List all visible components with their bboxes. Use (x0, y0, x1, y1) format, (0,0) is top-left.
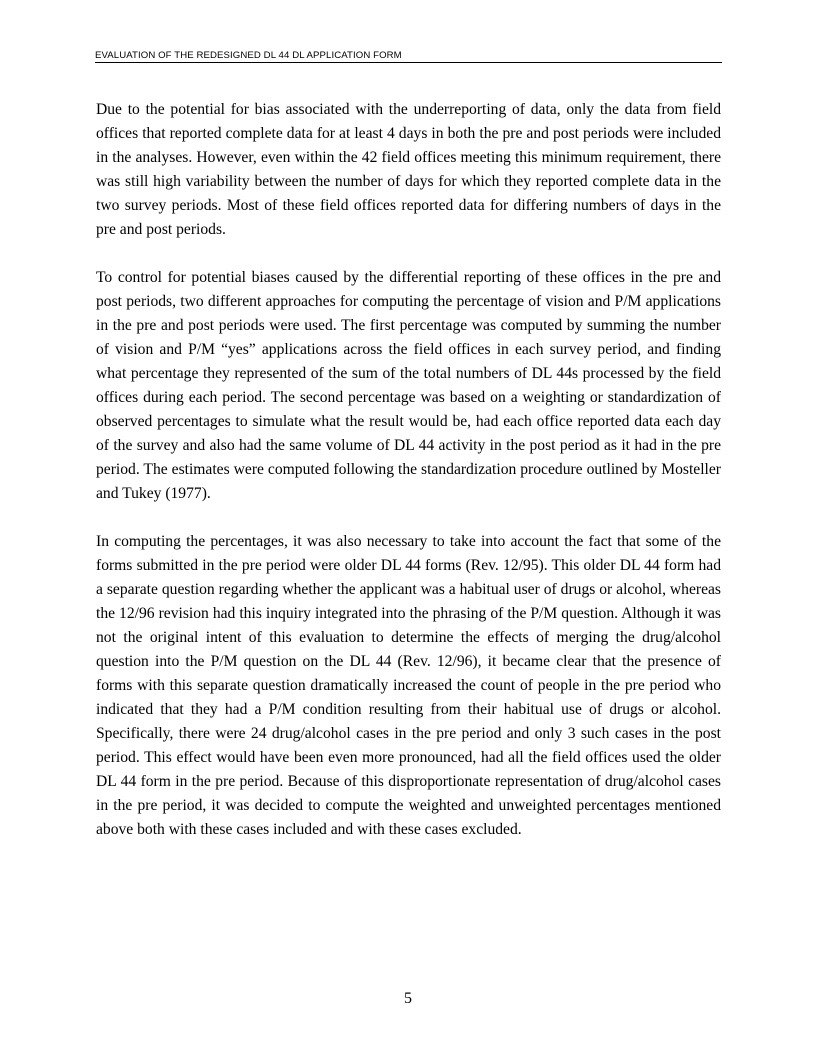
paragraph-data-inclusion: Due to the potential for bias associated with the underreporting of data, only the data from field offices that reported complete data for at least 4 days in both the pre and post periods were included in the analyses. However, even within the 42 field offices meeting this minimum requirement, there was still high variability between the number of days for which they reported complete data in the two survey periods. Most of these field offices reported data for differing numbers of days in the pre and post periods. (96, 101, 721, 238)
paragraph-bias-control: To control for potential biases caused by the differential reporting of these offices in the pre and post periods, two different approaches for computing the percentage of vision and P/M applications in the pre and post periods were used. The first percentage was computed by summing the number of vision and P/M “yes” applications across the field offices in each survey period, and finding what percentage they represented of the sum of the total numbers of DL 44s processed by the field offices during each period. The second percentage was based on a weighting or standardization of observed percentages to simulate what the result would be, had each office reported data each day of the survey and also had the same volume of DL 44 activity in the post period as it had in the pre period. The estimates were computed following the standardization procedure outlined by Mosteller and Tukey (1977). (96, 269, 721, 502)
document-body (96, 98, 721, 866)
paragraph-drug-alcohol-cases: In computing the percentages, it was also necessary to take into account the fact that some of the forms submitted in the pre period were older DL 44 forms (Rev. 12/95). This older DL 44 form had a separate question regarding whether the applicant was a habitual user of drugs or alcohol, whereas the 12/96 revision had this inquiry integrated into the phrasing of the P/M question. Although it was not the original intent of this evaluation to determine the effects of merging the drug/alcohol question into the P/M question on the DL 44 (Rev. 12/96), it became clear that the presence of forms with this separate question dramatically increased the count of people in the pre period who indicated that they had a P/M condition resulting from their habitual use of drugs or alcohol. Specifically, there were 24 drug/alcohol cases in the pre period and only 3 such cases in the post period. This effect would have been even more pronounced, had all the field offices used the older DL 44 form in the pre period. Because of this disproportionate representation of drug/alcohol cases in the pre period, it was decided to compute the weighted and unweighted percentages mentioned above both with these cases included and with these cases excluded. (96, 533, 721, 838)
page-number: 5 (404, 990, 412, 1007)
running-header: EVALUATION OF THE REDESIGNED DL 44 DL APPLICATION FORM (95, 50, 722, 63)
